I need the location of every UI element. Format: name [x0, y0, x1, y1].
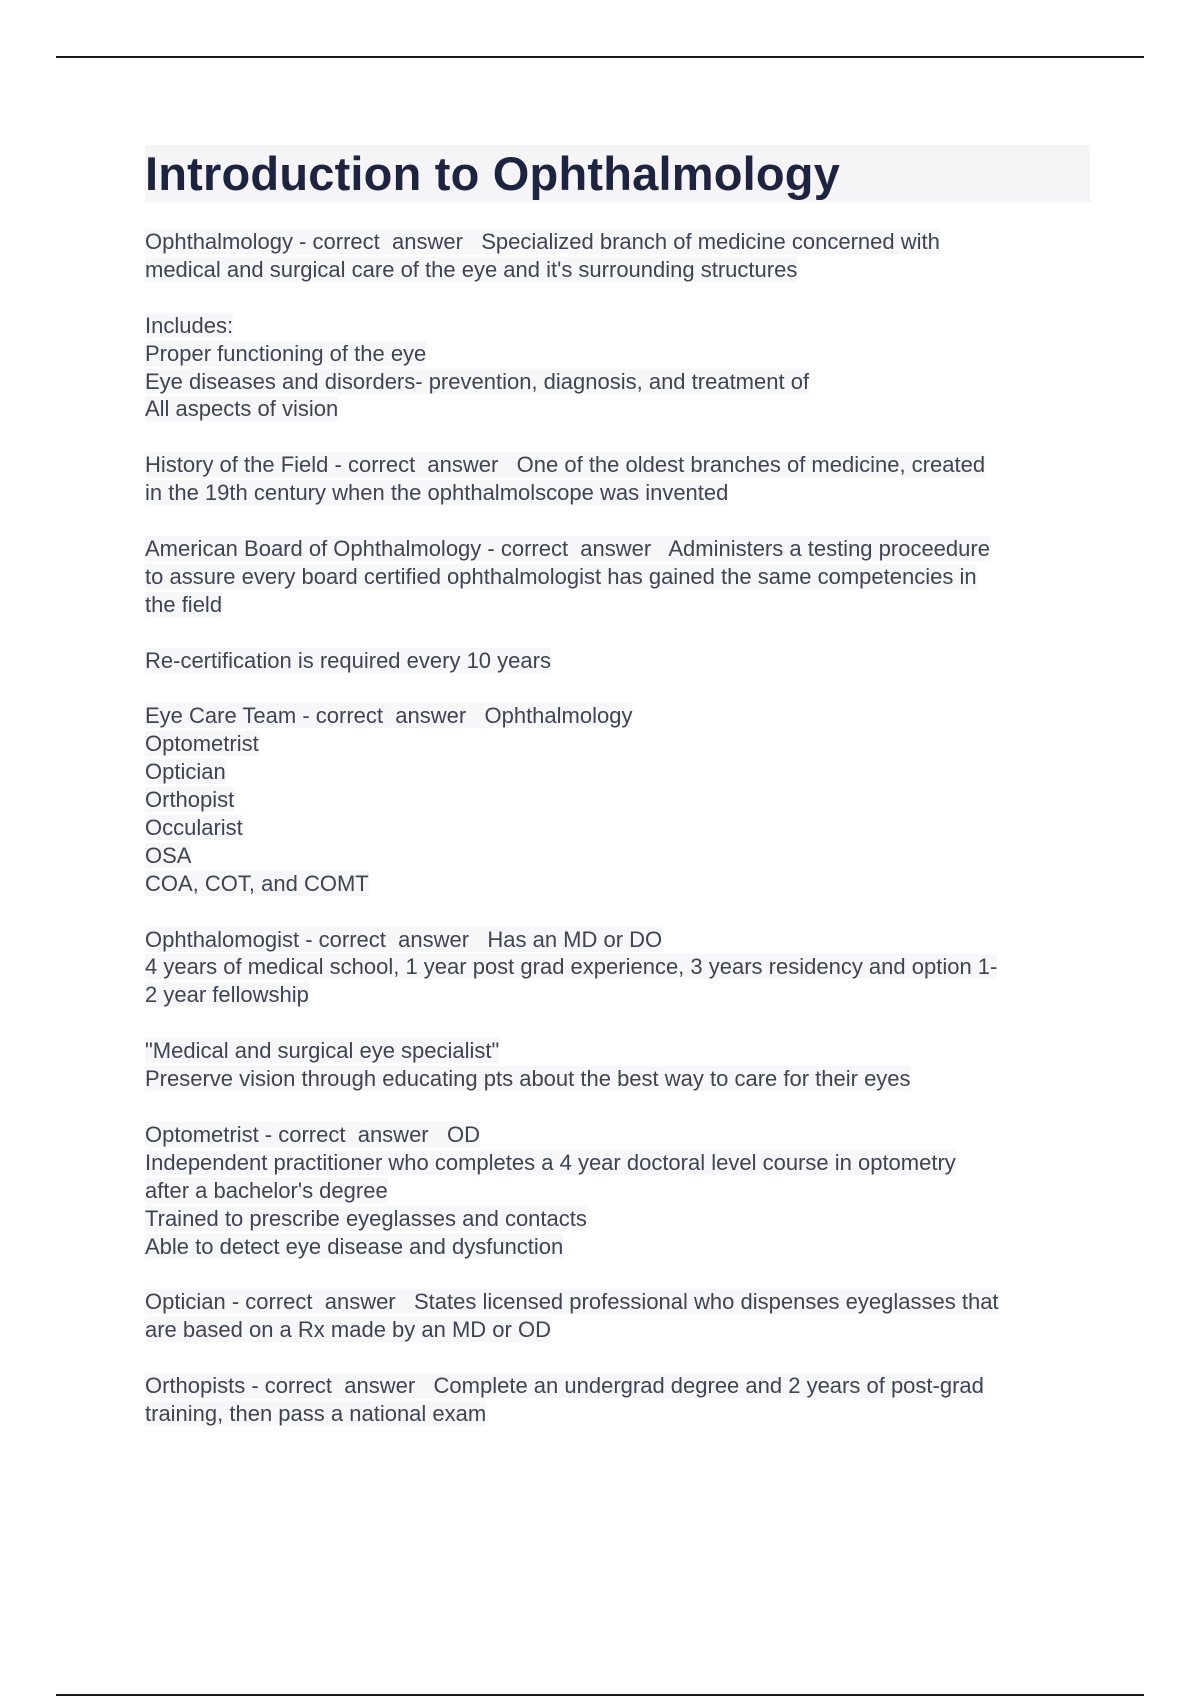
text-line-content: Ophthalmology - correct answer Specialized branch of medicine concerned with: [145, 229, 940, 254]
text-line: [145, 1372, 1090, 1400]
paragraph: [145, 1288, 1090, 1344]
paragraph: [145, 926, 1090, 1010]
text-line: [145, 842, 1090, 870]
text-line: [145, 981, 1090, 1009]
text-line: [145, 926, 1090, 954]
text-line: [145, 479, 1090, 507]
text-line-content: Optician: [145, 759, 226, 785]
text-line-content: Includes:: [145, 312, 234, 338]
text-line-content: Independent practitioner who completes a 4 year doctoral level course in optometry: [145, 1149, 956, 1175]
text-line: [145, 786, 1090, 814]
text-line: [145, 730, 1090, 758]
text-line-content: Proper functioning of the eye: [145, 340, 427, 366]
text-line: [145, 563, 1090, 591]
text-line: [145, 451, 1090, 479]
text-line-content: in the 19th century when the ophthalmolscope was invented: [145, 480, 729, 506]
bottom-page-rule: [56, 1694, 1144, 1696]
document-body: [145, 228, 1090, 1428]
text-line-content: Optician - correct answer States licensed professional who dispenses eyeglasses that: [145, 1289, 999, 1315]
text-line: [145, 228, 1090, 256]
text-line: [145, 395, 1090, 423]
text-line-content: Optometrist - correct answer OD: [145, 1121, 480, 1147]
text-line-content: History of the Field - correct answer One of the oldest branches of medicine, created: [145, 452, 986, 478]
text-line-content: Trained to prescribe eyeglasses and contacts: [145, 1205, 587, 1231]
text-line: [145, 1316, 1090, 1344]
text-line: [145, 256, 1090, 284]
text-line-content: All aspects of vision: [145, 396, 339, 422]
text-line: [145, 340, 1090, 368]
text-line-content: are based on a Rx made by an MD or OD: [145, 1317, 551, 1343]
text-line-content: Ophthalomogist - correct answer Has an MD or DO: [145, 926, 663, 952]
text-line-content: Eye Care Team - correct answer Ophthalmology: [145, 703, 633, 729]
text-line: [145, 814, 1090, 842]
text-line: [145, 368, 1090, 396]
text-line: [145, 1177, 1090, 1205]
paragraph: [145, 451, 1090, 507]
text-line-content: American Board of Ophthalmology - correct answer Administers a testing proceedure: [145, 535, 990, 561]
text-line: [145, 535, 1090, 563]
paragraph: [145, 1121, 1090, 1261]
text-line: [145, 870, 1090, 898]
text-line-content: the field: [145, 591, 223, 617]
text-line-content: Re-certification is required every 10 years: [145, 647, 551, 673]
paragraph: [145, 647, 1090, 675]
text-line: [145, 1233, 1090, 1261]
text-line-content: Preserve vision through educating pts about the best way to care for their eyes: [145, 1066, 911, 1092]
text-line: [145, 1065, 1090, 1093]
text-line-content: COA, COT, and COMT: [145, 870, 369, 896]
text-line-content: after a bachelor's degree: [145, 1177, 388, 1203]
text-line-content: Orthopists - correct answer Complete an undergrad degree and 2 years of post-grad: [145, 1373, 984, 1398]
text-line: [145, 312, 1090, 340]
text-line-content: Occularist: [145, 814, 243, 840]
text-line: [145, 1149, 1090, 1177]
text-line-content: OSA: [145, 842, 192, 868]
document-content: [145, 145, 1090, 1456]
paragraph: [145, 312, 1090, 424]
paragraph: [145, 1372, 1090, 1428]
paragraph: [145, 535, 1090, 619]
text-line-content: Eye diseases and disorders- prevention, diagnosis, and treatment of: [145, 368, 810, 394]
text-line-content: medical and surgical care of the eye and it's surrounding structures: [145, 256, 798, 282]
text-line: [145, 953, 1090, 981]
text-line-content: training, then pass a national exam: [145, 1400, 487, 1426]
text-line: [145, 1288, 1090, 1316]
text-line-content: "Medical and surgical eye specialist": [145, 1038, 500, 1064]
paragraph: [145, 1037, 1090, 1093]
text-line: [145, 591, 1090, 619]
paragraph: [145, 702, 1090, 897]
text-line-content: to assure every board certified ophthalmologist has gained the same competencies in: [145, 563, 977, 589]
text-line-content: Optometrist: [145, 731, 259, 757]
text-line: [145, 1037, 1090, 1065]
text-line: [145, 758, 1090, 786]
paragraph: [145, 228, 1090, 284]
top-page-rule: [56, 56, 1144, 58]
text-line: [145, 702, 1090, 730]
text-line-content: Able to detect eye disease and dysfunction: [145, 1233, 564, 1259]
text-line-content: Orthopist: [145, 787, 235, 813]
text-line: [145, 1400, 1090, 1428]
text-line: [145, 647, 1090, 675]
text-line-content: 4 years of medical school, 1 year post grad experience, 3 years residency and option 1-: [145, 954, 998, 980]
document-title: Introduction to Ophthalmology: [145, 145, 1090, 202]
text-line: [145, 1121, 1090, 1149]
text-line: [145, 1205, 1090, 1233]
text-line-content: 2 year fellowship: [145, 982, 309, 1008]
